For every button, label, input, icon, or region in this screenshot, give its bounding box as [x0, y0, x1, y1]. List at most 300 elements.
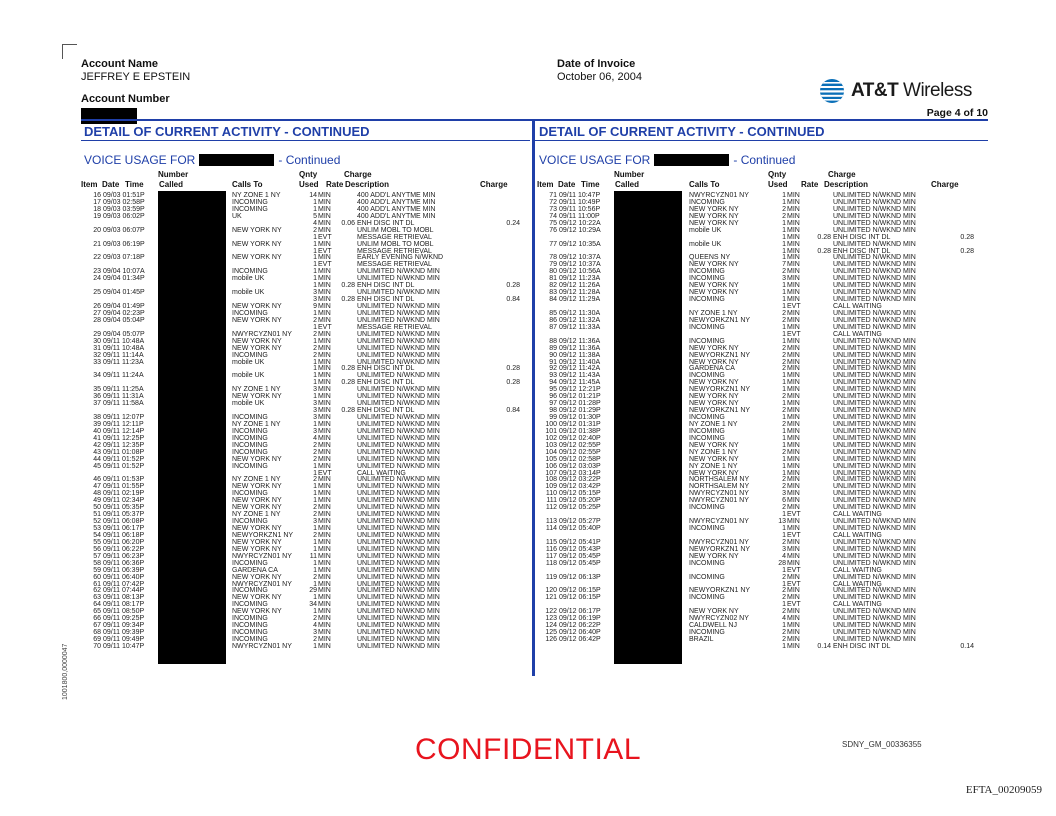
- cell-quantity: 2: [313, 441, 317, 449]
- hdr-description: Description: [345, 180, 390, 189]
- cell-calls-to: INCOMING: [232, 309, 268, 317]
- cell-quantity: 2: [782, 358, 786, 366]
- cell-item-number: 64: [93, 601, 101, 609]
- table-row: [81, 450, 530, 457]
- cell-calls-to: NEW YORK NY: [689, 219, 739, 227]
- table-row: [81, 394, 530, 401]
- cell-unit: MIN: [318, 525, 331, 532]
- cell-date-time: 09/12 02:55P: [559, 441, 601, 449]
- table-row: [537, 200, 988, 207]
- cell-quantity: 1: [782, 296, 786, 304]
- cell-calls-to: NEW YORK NY: [689, 608, 739, 616]
- cell-unit: MIN: [787, 538, 800, 546]
- cell-item-number: 49: [93, 497, 101, 505]
- cell-item-number: 118: [545, 559, 557, 567]
- cell-description: ENH DISC INT DL: [833, 233, 891, 241]
- table-row: [537, 616, 988, 623]
- cell-item-number: 35: [93, 386, 101, 394]
- cell-quantity: 1: [313, 233, 317, 241]
- table-row: [81, 387, 530, 394]
- invoice-date-block: [557, 58, 642, 84]
- cell-date-time: 09/12 11:30A: [559, 309, 601, 317]
- cell-description: UNLIMITED N/WKND MIN: [357, 476, 440, 484]
- cell-calls-to: INCOMING: [689, 337, 725, 345]
- cell-date-time: 09/12 02:40P: [559, 434, 601, 442]
- cell-quantity: 3: [313, 400, 317, 408]
- cell-quantity: 1: [313, 275, 317, 283]
- cell-quantity: 2: [313, 511, 317, 519]
- table-row: [81, 262, 530, 269]
- cell-rate: 0.28: [341, 282, 355, 290]
- cell-quantity: 2: [782, 365, 786, 373]
- table-row: [537, 221, 988, 228]
- table-row: [537, 547, 988, 554]
- table-row: [537, 429, 988, 436]
- table-row: [81, 582, 530, 589]
- cell-description: 400 ADD'L ANYTME MIN: [357, 212, 436, 220]
- hdr-date: Date: [558, 180, 576, 189]
- cell-description: 400 ADD'L ANYTME MIN: [357, 192, 436, 199]
- cell-description: UNLIMITED N/WKND MIN: [357, 490, 440, 498]
- cell-unit: EVT: [318, 247, 332, 255]
- table-row: [81, 318, 530, 325]
- cell-calls-to: NY ZONE 1 NY: [689, 462, 738, 470]
- cell-date-time: 09/12 11:23A: [559, 275, 601, 283]
- cell-description: UNLIMITED N/WKND MIN: [357, 420, 440, 428]
- table-row: [537, 512, 988, 519]
- cell-description: CALL WAITING: [833, 303, 882, 310]
- cell-item-number: 17: [93, 198, 101, 206]
- table-row: [81, 366, 530, 373]
- cell-quantity: 4: [782, 552, 786, 560]
- cell-description: UNLIMITED N/WKND MIN: [833, 420, 916, 428]
- cell-calls-to: NEW YORK NY: [232, 573, 282, 581]
- cell-quantity: 1: [313, 559, 317, 567]
- cell-description: UNLIMITED N/WKND MIN: [357, 434, 440, 442]
- cell-description: UNLIMITED N/WKND MIN: [357, 316, 440, 324]
- cell-description: MESSAGE RETRIEVAL: [357, 247, 432, 255]
- cell-description: UNLIMITED N/WKND MIN: [833, 289, 916, 297]
- cell-unit: MIN: [787, 309, 800, 317]
- cell-quantity: 1: [782, 330, 786, 338]
- cell-quantity: 4: [313, 434, 317, 442]
- table-row: [81, 200, 530, 207]
- table-row: [537, 595, 988, 602]
- cell-rate: 0.28: [341, 365, 355, 373]
- cell-date-time: 09/12 11:43A: [559, 372, 601, 380]
- cell-unit: MIN: [787, 552, 800, 560]
- cell-quantity: 2: [313, 351, 317, 359]
- cell-quantity: 2: [313, 615, 317, 623]
- cell-quantity: 1: [313, 309, 317, 317]
- cell-date-time: 09/11 01:52P: [103, 455, 145, 463]
- cell-quantity: 2: [782, 538, 786, 546]
- hdr-item: Item: [81, 180, 98, 189]
- cell-quantity: 1: [782, 601, 786, 609]
- cell-item-number: 80: [549, 268, 557, 276]
- cell-item-number: 89: [549, 344, 557, 352]
- cell-calls-to: NWYRCYZN01 NY: [232, 552, 292, 560]
- cell-quantity: 1: [782, 386, 786, 394]
- cell-unit: MIN: [318, 420, 331, 428]
- cell-quantity: 2: [313, 226, 317, 234]
- cell-description: UNLIMITED N/WKND MIN: [833, 240, 916, 248]
- table-row: [537, 477, 988, 484]
- cell-date-time: 09/11 10:56P: [559, 205, 601, 213]
- cell-item-number: 100: [545, 420, 557, 428]
- cell-unit: MIN: [318, 205, 331, 213]
- cell-calls-to: INCOMING: [232, 462, 268, 470]
- cell-calls-to: NEW YORK NY: [232, 497, 282, 505]
- cell-item-number: 16: [93, 192, 101, 199]
- cell-calls-to: INCOMING: [232, 448, 268, 456]
- cell-unit: MIN: [318, 351, 331, 359]
- table-row: [81, 290, 530, 297]
- cell-item-number: 25: [93, 289, 101, 297]
- cell-date-time: 09/12 01:38P: [559, 427, 601, 435]
- left-voice-usage-heading: [84, 153, 340, 167]
- cell-unit: MIN: [318, 219, 331, 227]
- cell-date-time: 09/03 06:19P: [103, 240, 145, 248]
- cell-description: UNLIMITED N/WKND MIN: [833, 455, 916, 463]
- table-row: [537, 283, 988, 290]
- cell-description: UNLIMITED N/WKND MIN: [357, 573, 440, 581]
- cell-unit: MIN: [787, 316, 800, 324]
- cell-item-number: 112: [545, 504, 557, 512]
- cell-date-time: 09/12 11:36A: [559, 344, 601, 352]
- table-row: [81, 554, 530, 561]
- cell-quantity: 1: [782, 198, 786, 206]
- cell-calls-to: NEW YORK NY: [232, 303, 282, 310]
- cell-description: UNLIMITED N/WKND MIN: [357, 455, 440, 463]
- cell-description: UNLIMITED N/WKND MIN: [833, 441, 916, 449]
- cell-calls-to: INCOMING: [232, 559, 268, 567]
- cell-calls-to: NEW YORK NY: [689, 261, 739, 269]
- hdr-qnty: Qnty: [768, 170, 787, 179]
- cell-date-time: 09/11 06:39P: [103, 566, 145, 574]
- voice-usage-suffix: - Continued: [278, 153, 341, 167]
- cell-quantity: 1: [782, 469, 786, 477]
- cell-description: UNLIMITED N/WKND MIN: [833, 192, 916, 199]
- cell-quantity: 2: [782, 636, 786, 643]
- cell-quantity: 1: [313, 372, 317, 380]
- cell-unit: MIN: [318, 309, 331, 317]
- cell-description: UNLIMITED N/WKND MIN: [833, 296, 916, 304]
- cell-unit: MIN: [318, 358, 331, 366]
- cell-quantity: 1: [782, 441, 786, 449]
- cell-quantity: 1: [782, 427, 786, 435]
- cell-quantity: 1: [313, 393, 317, 401]
- cell-description: ENH DISC INT DL: [357, 282, 415, 290]
- cell-description: CALL WAITING: [833, 531, 882, 539]
- cell-item-number: 69: [93, 636, 101, 643]
- cell-calls-to: NY ZONE 1 NY: [232, 476, 281, 484]
- cell-item-number: 97: [549, 400, 557, 408]
- cell-item-number: 73: [549, 205, 557, 213]
- cell-description: UNLIMITED N/WKND MIN: [357, 504, 440, 512]
- table-row: [81, 207, 530, 214]
- hdr-used: Used: [768, 180, 788, 189]
- cell-quantity: 2: [782, 268, 786, 276]
- table-row: [537, 332, 988, 339]
- cell-description: UNLIMITED N/WKND MIN: [357, 303, 440, 310]
- cell-date-time: 09/11 10:48A: [103, 344, 145, 352]
- table-row: [537, 526, 988, 533]
- cell-quantity: 1: [782, 282, 786, 290]
- cell-quantity: 1: [313, 247, 317, 255]
- right-table-header: [537, 170, 988, 192]
- table-row: [81, 346, 530, 353]
- cell-item-number: 92: [549, 365, 557, 373]
- cell-quantity: 1: [782, 303, 786, 310]
- cell-date-time: 09/11 01:53P: [103, 476, 145, 484]
- cell-unit: MIN: [787, 497, 800, 505]
- cell-description: MESSAGE RETRIEVAL: [357, 323, 432, 331]
- cell-item-number: 94: [549, 379, 557, 387]
- cell-date-time: 09/11 06:17P: [103, 525, 145, 532]
- cell-item-number: 87: [549, 323, 557, 331]
- cell-description: UNLIMITED N/WKND MIN: [357, 545, 440, 553]
- cell-item-number: 19: [93, 212, 101, 220]
- cell-quantity: 1: [782, 219, 786, 227]
- cell-unit: MIN: [787, 636, 800, 643]
- cell-item-number: 32: [93, 351, 101, 359]
- table-row: [81, 228, 530, 235]
- cell-item-number: 103: [545, 441, 557, 449]
- cell-calls-to: NEW YORK NY: [232, 545, 282, 553]
- cell-calls-to: NY ZONE 1 NY: [689, 309, 738, 317]
- cell-date-time: 09/12 11:32A: [559, 316, 601, 324]
- cell-item-number: 122: [545, 608, 557, 616]
- cell-unit: MIN: [318, 330, 331, 338]
- cell-quantity: 2: [782, 212, 786, 220]
- left-call-rows: [81, 193, 530, 651]
- cell-item-number: 39: [93, 420, 101, 428]
- cell-unit: MIN: [318, 240, 331, 248]
- cell-unit: MIN: [318, 268, 331, 276]
- cell-date-time: 09/11 10:47P: [103, 642, 145, 650]
- cell-description: UNLIM MOBL TO MOBL: [357, 240, 434, 248]
- cell-description: UNLIMITED N/WKND MIN: [833, 497, 916, 505]
- cell-quantity: 1: [313, 566, 317, 574]
- table-row: [81, 249, 530, 256]
- cell-calls-to: QUEENS NY: [689, 254, 731, 262]
- cell-unit: MIN: [318, 629, 331, 637]
- hdr-qnty: Qnty: [299, 170, 318, 179]
- cell-rate: 0.14: [817, 642, 831, 650]
- cell-calls-to: INCOMING: [689, 594, 725, 602]
- cell-quantity: 1: [313, 379, 317, 387]
- cell-charge: 0.14: [960, 642, 974, 650]
- cell-description: UNLIMITED N/WKND MIN: [833, 219, 916, 227]
- table-row: [537, 498, 988, 505]
- table-row: [537, 602, 988, 609]
- cell-description: UNLIMITED N/WKND MIN: [357, 393, 440, 401]
- cell-quantity: 1: [313, 420, 317, 428]
- cell-item-number: 124: [545, 622, 557, 630]
- cell-charge: 0.28: [960, 247, 974, 255]
- table-row: [537, 353, 988, 360]
- cell-description: UNLIMITED N/WKND MIN: [833, 518, 916, 526]
- cell-description: UNLIMITED N/WKND MIN: [833, 538, 916, 546]
- hdr-calls-to: Calls To: [689, 180, 720, 189]
- cell-calls-to: NEW YORK NY: [689, 289, 739, 297]
- cell-unit: MIN: [787, 205, 800, 213]
- cell-calls-to: INCOMING: [232, 601, 268, 609]
- table-row: [81, 221, 530, 228]
- cell-unit: MIN: [318, 538, 331, 546]
- cell-calls-to: NEW YORK NY: [689, 400, 739, 408]
- cell-description: UNLIMITED N/WKND MIN: [833, 400, 916, 408]
- cell-description: ENH DISC INT DL: [357, 379, 415, 387]
- cell-unit: EVT: [787, 531, 801, 539]
- hdr-called: Called: [615, 180, 640, 189]
- table-row: [81, 512, 530, 519]
- cell-item-number: 36: [93, 393, 101, 401]
- cell-calls-to: INCOMING: [232, 441, 268, 449]
- cell-date-time: 09/12 10:22A: [559, 219, 601, 227]
- cell-calls-to: NEW YORK NY: [232, 393, 282, 401]
- cell-description: UNLIMITED N/WKND MIN: [357, 427, 440, 435]
- cell-item-number: 44: [93, 455, 101, 463]
- cell-quantity: 1: [782, 455, 786, 463]
- cell-quantity: 1: [313, 240, 317, 248]
- cell-quantity: 1: [782, 254, 786, 262]
- cell-item-number: 101: [545, 427, 557, 435]
- cell-item-number: 24: [93, 275, 101, 283]
- cell-description: UNLIMITED N/WKND MIN: [357, 330, 440, 338]
- cell-description: UNLIMITED N/WKND MIN: [833, 594, 916, 602]
- cell-quantity: 4: [313, 219, 317, 227]
- cell-quantity: 3: [313, 386, 317, 394]
- cell-description: UNLIMITED N/WKND MIN: [833, 372, 916, 380]
- cell-description: UNLIMITED N/WKND MIN: [357, 497, 440, 505]
- cell-item-number: 76: [549, 226, 557, 234]
- cell-charge: 0.28: [506, 365, 520, 373]
- cell-unit: MIN: [318, 365, 331, 373]
- cell-description: MESSAGE RETRIEVAL: [357, 261, 432, 269]
- cell-description: UNLIMITED N/WKND MIN: [357, 268, 440, 276]
- cell-calls-to: INCOMING: [232, 434, 268, 442]
- cell-calls-to: NEW YORK NY: [232, 254, 282, 262]
- cell-date-time: 09/12 05:40P: [559, 525, 601, 532]
- cell-date-time: 09/12 01:29P: [559, 407, 601, 415]
- cell-item-number: 119: [545, 573, 557, 581]
- cell-date-time: 09/11 06:23P: [103, 552, 145, 560]
- cell-calls-to: mobile UK: [232, 289, 265, 297]
- cell-item-number: 71: [549, 192, 557, 199]
- cell-item-number: 30: [93, 337, 101, 345]
- table-row: [537, 214, 988, 221]
- cell-quantity: 1: [782, 247, 786, 255]
- cell-calls-to: INCOMING: [232, 490, 268, 498]
- cell-description: UNLIMITED N/WKND MIN: [833, 476, 916, 484]
- cell-unit: MIN: [787, 608, 800, 616]
- cell-quantity: 1: [782, 400, 786, 408]
- cell-calls-to: INCOMING: [232, 629, 268, 637]
- cell-item-number: 62: [93, 587, 101, 595]
- cell-date-time: 09/11 10:49P: [559, 198, 601, 206]
- cell-date-time: 09/12 10:37A: [559, 254, 601, 262]
- cell-item-number: 99: [549, 414, 557, 421]
- globe-icon: [819, 78, 845, 104]
- cell-item-number: 60: [93, 573, 101, 581]
- cell-description: ENH DISC INT DL: [357, 407, 415, 415]
- cell-date-time: 09/12 12:21P: [559, 386, 601, 394]
- cell-unit: MIN: [787, 525, 800, 532]
- cell-quantity: 1: [313, 358, 317, 366]
- cell-unit: MIN: [318, 379, 331, 387]
- account-name-label: Account Name: [81, 58, 159, 70]
- logo-brand-bold: AT&T: [851, 80, 899, 101]
- table-row: [81, 644, 530, 651]
- cell-date-time: 09/12 06:40P: [559, 629, 601, 637]
- cell-charge: 0.24: [506, 219, 520, 227]
- account-number-label: Account Number: [81, 93, 170, 105]
- cell-item-number: 85: [549, 309, 557, 317]
- cell-calls-to: NEW YORK NY: [689, 393, 739, 401]
- table-row: [81, 332, 530, 339]
- cell-quantity: 3: [313, 407, 317, 415]
- cell-item-number: 78: [549, 254, 557, 262]
- cell-calls-to: NEW YORK NY: [689, 441, 739, 449]
- cell-unit: MIN: [787, 323, 800, 331]
- cell-item-number: 21: [93, 240, 101, 248]
- cell-description: UNLIMITED N/WKND MIN: [833, 629, 916, 637]
- cell-description: UNLIMITED N/WKND MIN: [833, 427, 916, 435]
- cell-unit: MIN: [318, 448, 331, 456]
- hdr-description: Description: [824, 180, 869, 189]
- cell-quantity: 1: [782, 240, 786, 248]
- cell-unit: EVT: [787, 601, 801, 609]
- cell-date-time: 09/11 01:55P: [103, 483, 145, 491]
- cell-date-time: 09/11 12:35P: [103, 441, 145, 449]
- cell-calls-to: INCOMING: [232, 622, 268, 630]
- cell-unit: MIN: [318, 192, 331, 199]
- cell-description: UNLIMITED N/WKND MIN: [833, 226, 916, 234]
- right-section-title: DETAIL OF CURRENT ACTIVITY - CONTINUED: [539, 124, 825, 139]
- cell-description: ENH DISC INT DL: [833, 642, 891, 650]
- cell-unit: MIN: [318, 636, 331, 643]
- table-row: [537, 235, 988, 242]
- cell-unit: MIN: [787, 642, 800, 650]
- cell-unit: MIN: [787, 365, 800, 373]
- cell-item-number: 63: [93, 594, 101, 602]
- table-row: [81, 269, 530, 276]
- cell-calls-to: NWYRCYZN01 NY: [689, 192, 749, 199]
- cell-calls-to: NEW YORK NY: [232, 538, 282, 546]
- table-row: [537, 318, 988, 325]
- table-row: [81, 616, 530, 623]
- cell-date-time: 09/04 02:23P: [103, 309, 145, 317]
- cell-quantity: 1: [782, 192, 786, 199]
- cell-unit: MIN: [318, 511, 331, 519]
- cell-unit: MIN: [787, 212, 800, 220]
- table-row: [81, 540, 530, 547]
- cell-unit: MIN: [318, 483, 331, 491]
- cell-unit: EVT: [787, 303, 801, 310]
- cell-date-time: 09/11 01:52P: [103, 462, 145, 470]
- cell-date-time: 09/11 11:00P: [559, 212, 600, 220]
- cell-unit: MIN: [318, 393, 331, 401]
- cell-quantity: 1: [782, 511, 786, 519]
- cell-quantity: 1: [782, 414, 786, 421]
- cell-calls-to: NEW YORK NY: [689, 282, 739, 290]
- cell-calls-to: INCOMING: [232, 587, 268, 595]
- table-row: [537, 609, 988, 616]
- cell-calls-to: NY ZONE 1 NY: [232, 511, 281, 519]
- table-row: [537, 339, 988, 346]
